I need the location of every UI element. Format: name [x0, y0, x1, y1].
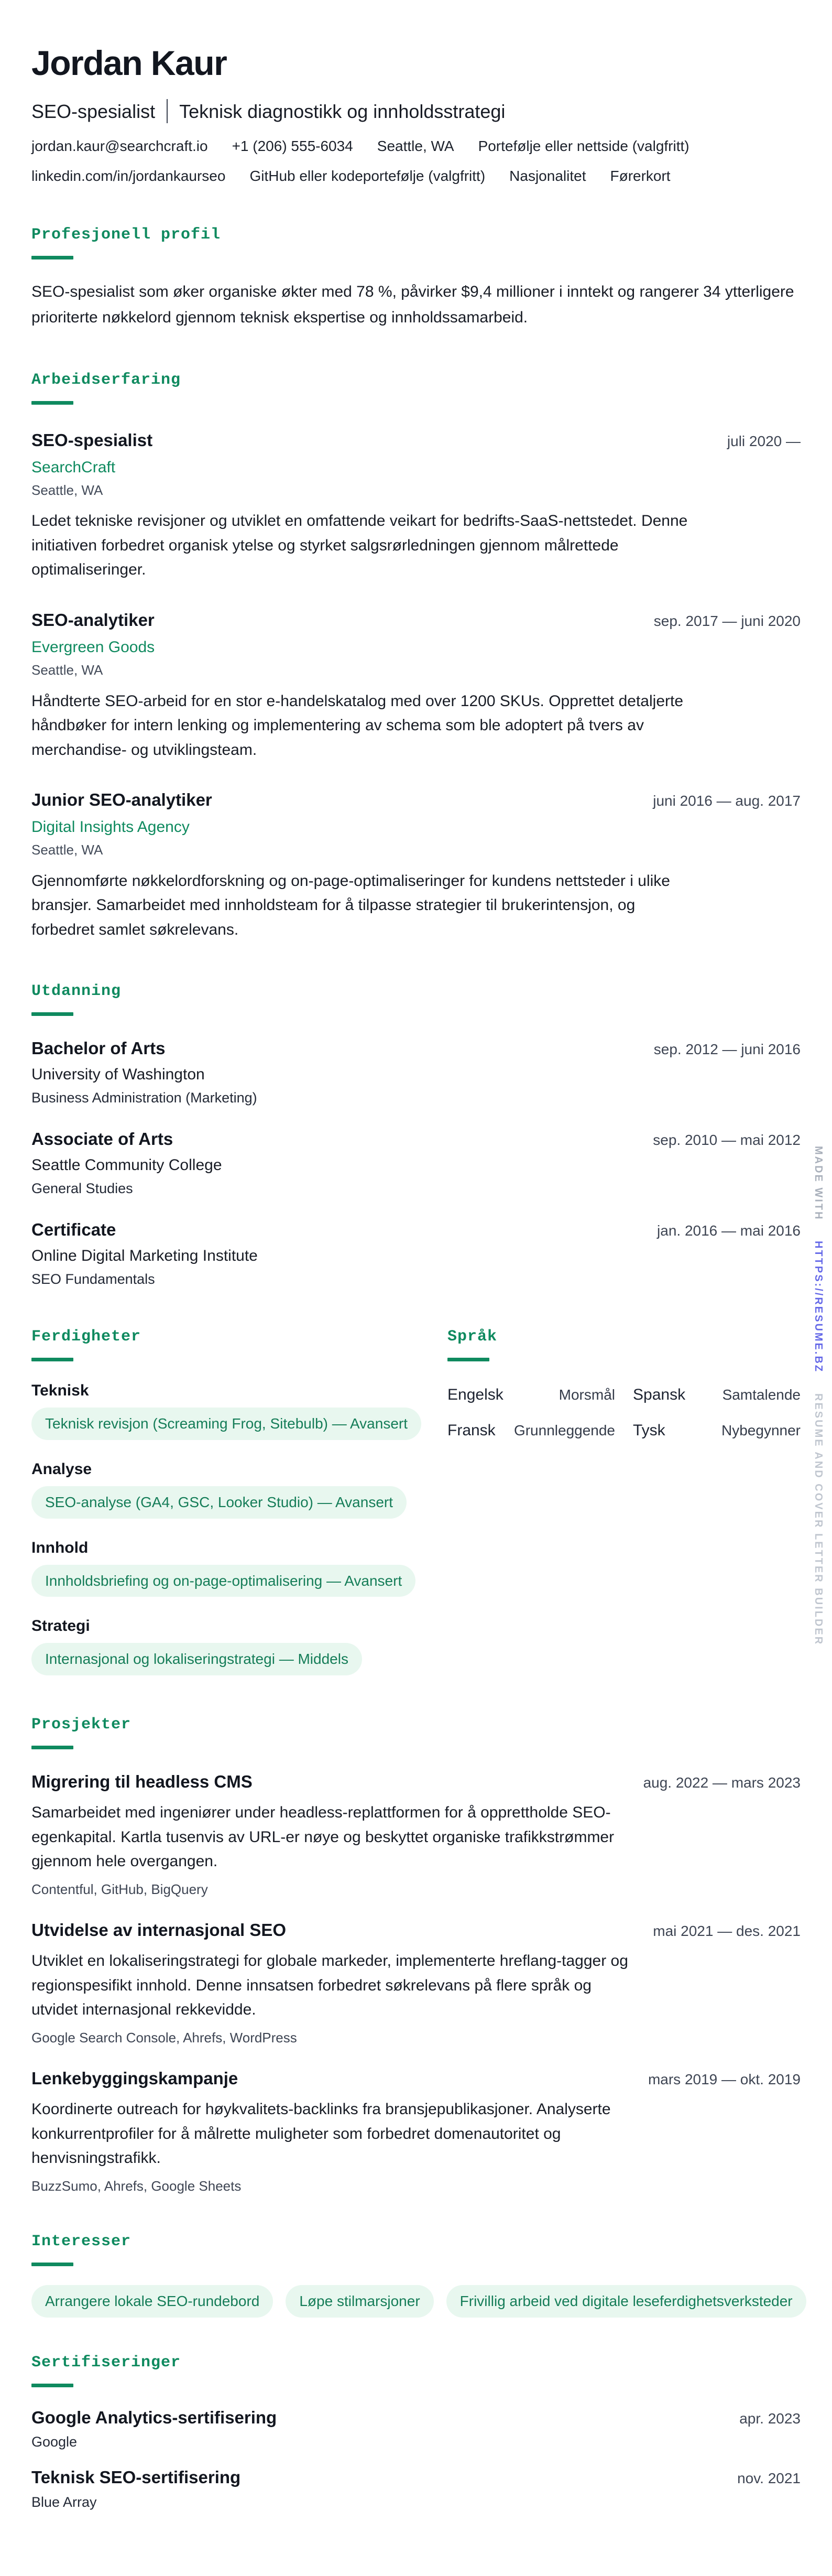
- school-name: University of Washington: [31, 1066, 205, 1084]
- section-dash: [447, 1358, 489, 1361]
- resume-page: [0, 45, 832, 2510]
- degree-title: Associate of Arts: [31, 1129, 173, 1149]
- section-title-skills: Ferdigheter: [31, 1328, 141, 1346]
- job-company: Digital Insights Agency: [31, 818, 190, 836]
- skill-pill: SEO-analyse (GA4, GSC, Looker Studio) — Avansert: [31, 1486, 407, 1519]
- section-dash: [31, 1746, 73, 1749]
- skill-category: Strategi: [31, 1617, 90, 1635]
- job-location: Seattle, WA: [31, 482, 103, 499]
- project-description: Utviklet en lokaliseringstrategi for globale markeder, implementerte hreflang-tagger og regionspesifikt innhold. Denne innsatsen forbedret søkrelevans på flere språk og utvidet internasjonal rekkevidde.: [31, 1952, 628, 2019]
- section-dash: [31, 1012, 73, 1016]
- section-skills-languages: [31, 1327, 801, 1675]
- section-education: [31, 982, 801, 1287]
- language-item: [447, 1386, 615, 1404]
- headline: [31, 99, 801, 123]
- language-level: Grunnleggende: [513, 1422, 615, 1439]
- project-dates: mars 2019 — okt. 2019: [648, 2071, 801, 2087]
- section-dash: [31, 2384, 73, 2387]
- language-item: [633, 1386, 801, 1404]
- contact-phone: +1 (206) 555-6034: [232, 138, 353, 155]
- project-tools: Google Search Console, Ahrefs, WordPress: [31, 2029, 297, 2045]
- skills-column: [31, 1327, 421, 1675]
- section-title-interests: Interesser: [31, 2233, 132, 2251]
- contact-portfolio: Portefølje eller nettside (valgfritt): [478, 138, 689, 155]
- language-level: Samtalende: [722, 1387, 801, 1403]
- project-tools: BuzzSumo, Ahrefs, Google Sheets: [31, 2178, 242, 2194]
- languages-column: [447, 1327, 801, 1440]
- job-company: SearchCraft: [31, 459, 116, 477]
- section-dash: [31, 401, 73, 405]
- language-name: Spansk: [633, 1386, 686, 1404]
- job-dates: sep. 2017 — juni 2020: [653, 612, 801, 629]
- language-level: Morsmål: [559, 1387, 615, 1403]
- contact-row-1: [31, 137, 801, 156]
- section-title-education: Utdanning: [31, 982, 122, 1001]
- certification-entry: [31, 2467, 801, 2510]
- job-location: Seattle, WA: [31, 662, 103, 678]
- certification-date: nov. 2021: [737, 2470, 801, 2487]
- section-title-experience: Arbeidserfaring: [31, 371, 181, 389]
- certification-date: apr. 2023: [739, 2410, 801, 2427]
- experience-entry: [31, 789, 801, 942]
- language-name: Engelsk: [447, 1386, 503, 1404]
- watermark-tagline: RESUME AND COVER LETTER BUILDER: [813, 1393, 824, 1646]
- degree-title: Bachelor of Arts: [31, 1038, 166, 1058]
- project-description: Samarbeidet med ingeniører under headless-replattformen for å opprettholde SEO-egenkapital. Kartla tusenvis av URL-er nøye og beskyttet organiske trafikkstrømmer gjennom hele overgangen.: [31, 1804, 615, 1870]
- section-interests: [31, 2232, 801, 2318]
- certification-issuer: Google: [31, 2434, 78, 2450]
- project-title: Lenkebyggingskampanje: [31, 2068, 238, 2088]
- contact-github: GitHub eller kodeportefølje (valgfritt): [249, 167, 486, 184]
- interest-pill: Arrangere lokale SEO-rundebord: [31, 2285, 273, 2318]
- project-entry: [31, 2068, 801, 2194]
- school-name: Seattle Community College: [31, 1156, 222, 1174]
- degree-dates: sep. 2012 — juni 2016: [653, 1041, 801, 1058]
- certification-entry: [31, 2407, 801, 2451]
- section-title-certifications: Sertifiseringer: [31, 2353, 181, 2372]
- job-dates: juni 2016 — aug. 2017: [653, 793, 801, 809]
- skill-category: Teknisk: [31, 1382, 89, 1400]
- profile-summary: SEO-spesialist som øker organiske økter med 78 %, påvirker $9,4 millioner i inntekt og rangerer 34 ytterligere prioriterte nøkkelord gjennom teknisk ekspertise og innholdssamarbeid.: [31, 283, 794, 326]
- contact-email: jordan.kaur@searchcraft.io: [31, 138, 208, 155]
- contact-row-2: [31, 167, 801, 186]
- language-name: Fransk: [447, 1422, 496, 1439]
- project-entry: [31, 1771, 801, 1898]
- section-dash: [31, 256, 73, 259]
- section-projects: [31, 1715, 801, 2194]
- school-name: Online Digital Marketing Institute: [31, 1247, 258, 1265]
- education-entry: [31, 1038, 801, 1107]
- project-tools: Contentful, GitHub, BigQuery: [31, 1881, 208, 1897]
- certification-name: Teknisk SEO-sertifisering: [31, 2467, 241, 2487]
- experience-entry: [31, 610, 801, 762]
- interest-pills: [31, 2285, 801, 2318]
- interest-pill: Frivillig arbeid ved digitale leseferdighetsverksteder: [446, 2285, 806, 2318]
- section-dash: [31, 1358, 73, 1361]
- certification-issuer: Blue Array: [31, 2494, 97, 2510]
- interest-pill: Løpe stilmarsjoner: [286, 2285, 433, 2318]
- headline-role: SEO-spesialist: [31, 100, 156, 122]
- education-entry: [31, 1129, 801, 1197]
- education-entry: [31, 1219, 801, 1288]
- headline-divider: [167, 99, 168, 123]
- job-title: SEO-analytiker: [31, 610, 155, 630]
- skill-pill: Teknisk revisjon (Screaming Frog, Sitebulb) — Avansert: [31, 1408, 421, 1440]
- section-title-projects: Prosjekter: [31, 1715, 132, 1734]
- skill-category: Analyse: [31, 1460, 92, 1478]
- job-description: Gjennomførte nøkkelordforskning og on-page-optimaliseringer for kundens nettsteder i ulike bransjer. Samarbeidet med innholdsteam for å tilpasse strategier til brukerintensjon, og forbedret samlet søkrelevans.: [31, 872, 670, 938]
- contact-linkedin: linkedin.com/in/jordankaurseo: [31, 167, 226, 184]
- section-certifications: [31, 2353, 801, 2511]
- watermark-vertical-text: [813, 1146, 824, 1646]
- field-of-study: General Studies: [31, 1181, 133, 1197]
- language-name: Tysk: [633, 1422, 665, 1439]
- degree-dates: jan. 2016 — mai 2016: [657, 1222, 801, 1239]
- contact-location: Seattle, WA: [377, 138, 454, 155]
- language-item: [447, 1421, 615, 1440]
- project-title: Utvidelse av internasjonal SEO: [31, 1920, 287, 1940]
- job-dates: juli 2020 —: [727, 432, 801, 449]
- degree-dates: sep. 2010 — mai 2012: [653, 1131, 801, 1148]
- project-entry: [31, 1920, 801, 2046]
- job-description: Ledet tekniske revisjoner og utviklet en omfattende veikart for bedrifts-SaaS-nettstedet. Denne initiativen forbedret organisk ytelse og styrket salgsrørledningen gjennom målrettede optimaliseringer.: [31, 512, 688, 579]
- section-title-profile: Profesjonell profil: [31, 226, 221, 244]
- skill-pill: Internasjonal og lokaliseringstrategi — Middels: [31, 1643, 362, 1675]
- field-of-study: Business Administration (Marketing): [31, 1090, 257, 1106]
- project-dates: aug. 2022 — mars 2023: [643, 1774, 801, 1791]
- language-grid: [447, 1386, 801, 1440]
- section-dash: [31, 2263, 73, 2266]
- degree-title: Certificate: [31, 1219, 116, 1239]
- watermark-made-with: MADE WITH: [813, 1146, 824, 1221]
- project-description: Koordinerte outreach for høykvalitets-backlinks fra bransjepublikasjoner. Analyserte konkurrentprofiler for å målrette muligheter som forbedret domenautoritet og henvisningstrafikk.: [31, 2101, 611, 2167]
- job-title: Junior SEO-analytiker: [31, 790, 212, 810]
- person-name: Jordan Kaur: [31, 44, 227, 82]
- skill-category: Innhold: [31, 1539, 89, 1556]
- section-title-languages: Språk: [447, 1328, 498, 1346]
- job-description: Håndterte SEO-arbeid for en stor e-handelskatalog med over 1200 SKUs. Opprettet detaljerte håndbøker for intern lenking og implementering av schema som ble adoptert på tvers av merchandise- og utviklingsteam.: [31, 692, 684, 759]
- language-level: Nybegynner: [721, 1422, 801, 1439]
- skill-pill: Innholdsbriefing og on-page-optimalisering — Avansert: [31, 1565, 415, 1597]
- contact-drivers-license: Førerkort: [610, 167, 671, 184]
- section-experience: [31, 371, 801, 942]
- job-company: Evergreen Goods: [31, 638, 155, 656]
- project-dates: mai 2021 — des. 2021: [653, 1922, 801, 1939]
- contact-nationality: Nasjonalitet: [509, 167, 586, 184]
- job-title: SEO-spesialist: [31, 430, 153, 450]
- project-title: Migrering til headless CMS: [31, 1771, 253, 1791]
- experience-entry: [31, 430, 801, 582]
- language-item: [633, 1421, 801, 1440]
- section-profile: [31, 225, 801, 331]
- watermark-url: HTTPS://RESUME.BZ: [813, 1241, 824, 1373]
- certification-name: Google Analytics-sertifisering: [31, 2407, 277, 2427]
- headline-specialty: Teknisk diagnostikk og innholdsstrategi: [179, 100, 506, 122]
- job-location: Seattle, WA: [31, 842, 103, 858]
- field-of-study: SEO Fundamentals: [31, 1271, 155, 1287]
